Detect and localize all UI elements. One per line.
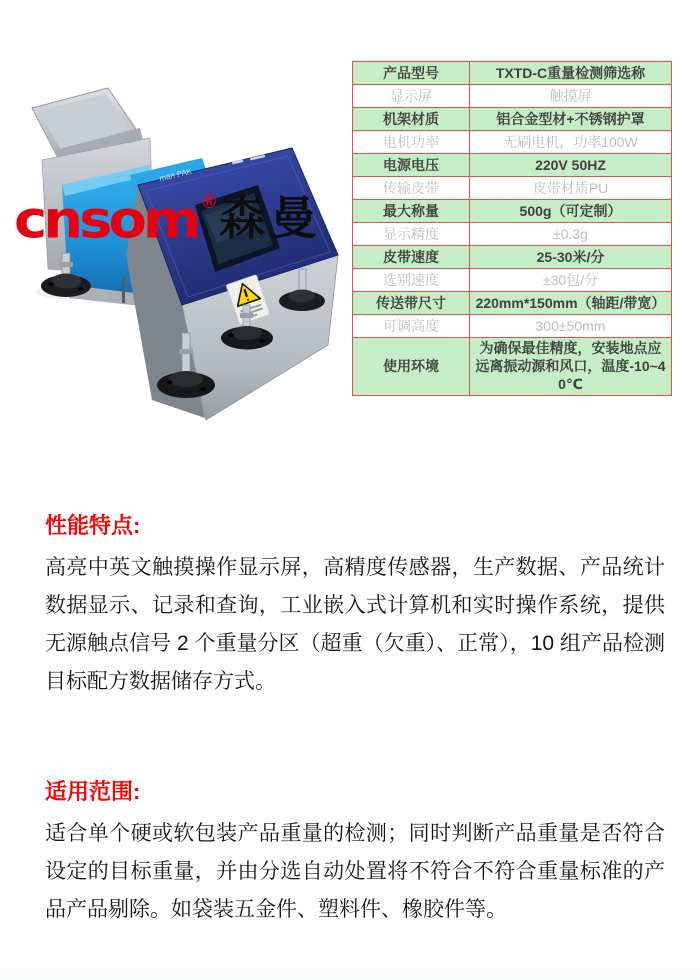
spec-row bbox=[353, 292, 672, 315]
spec-row bbox=[353, 338, 672, 396]
spec-value: ±0.3g bbox=[470, 223, 672, 246]
spec-row bbox=[353, 85, 672, 108]
spec-row bbox=[353, 246, 672, 269]
spec-label: 电机功率 bbox=[353, 131, 470, 154]
spec-value: 皮带材质PU bbox=[470, 177, 672, 200]
spec-label: 显示精度 bbox=[353, 223, 470, 246]
spec-value: 铝合金型材+不锈钢护罩 bbox=[470, 108, 672, 131]
spec-label: 电源电压 bbox=[353, 154, 470, 177]
spec-label: 机架材质 bbox=[353, 108, 470, 131]
spec-label: 最大称量 bbox=[353, 200, 470, 223]
spec-label: 显示屏 bbox=[353, 85, 470, 108]
features-section bbox=[45, 512, 665, 701]
spec-row bbox=[353, 154, 672, 177]
panel-brand-text: man PAK bbox=[158, 166, 193, 183]
scope-body: 适合单个硬或软包装产品重量的检测；同时判断产品重量是否符合设定的目标重量，并由分选自动处置将不符合不符合重量标准的产品产品剔除。如袋装五金件、塑料件、橡胶件等。 bbox=[45, 821, 665, 921]
spec-row bbox=[353, 200, 672, 223]
spec-value: 为确保最佳精度，安装地点应远离振动源和风口，温度-10~40℃ bbox=[470, 338, 672, 396]
spec-value: 300±50mm bbox=[470, 315, 672, 338]
spec-value: 220V 50HZ bbox=[470, 154, 672, 177]
spec-label: 产品型号 bbox=[353, 62, 470, 85]
spec-label: 使用环境 bbox=[353, 338, 470, 396]
brand-logo-text: cnsom bbox=[14, 190, 198, 251]
spec-row bbox=[353, 108, 672, 131]
scope-title: 适用范围: bbox=[45, 779, 141, 804]
spec-label: 选别速度 bbox=[353, 269, 470, 292]
brand-logo-chinese: 森曼 bbox=[219, 192, 322, 244]
spec-label: 皮带速度 bbox=[353, 246, 470, 269]
brand-logo bbox=[14, 190, 322, 251]
spec-row bbox=[353, 315, 672, 338]
spec-label: 传送带尺寸 bbox=[353, 292, 470, 315]
spec-row bbox=[353, 131, 672, 154]
features-title: 性能特点: bbox=[45, 513, 141, 538]
spec-label: 可调高度 bbox=[353, 315, 470, 338]
registered-mark-icon: ® bbox=[202, 192, 217, 213]
spec-row bbox=[353, 269, 672, 292]
spec-value: TXTD-C重量检测筛选称 bbox=[470, 62, 672, 85]
spec-value: 500g（可定制） bbox=[470, 200, 672, 223]
checkweigher-illustration bbox=[10, 55, 350, 465]
page-bottom-edge bbox=[0, 968, 700, 980]
spec-table bbox=[352, 61, 672, 396]
scope-section bbox=[45, 778, 665, 929]
spec-value: 无刷电机，功率100W bbox=[470, 131, 672, 154]
spec-table-body bbox=[353, 62, 672, 396]
spec-row bbox=[353, 223, 672, 246]
spec-label: 传输皮带 bbox=[353, 177, 470, 200]
spec-value: 220mm*150mm（轴距/带宽） bbox=[470, 292, 672, 315]
spec-value: 触摸屏 bbox=[470, 85, 672, 108]
features-body: 高亮中英文触摸操作显示屏，高精度传感器，生产数据、产品统计数据显示、记录和查询，工业嵌入式计算机和实时操作系统，提供无源触点信号 2 个重量分区（超重（欠重）、正常），10 组产品检测目标配方数据储存方式。 bbox=[45, 555, 665, 693]
spec-value: 25-30米/分 bbox=[470, 246, 672, 269]
product-photo bbox=[10, 55, 350, 465]
spec-value: ±30包/分 bbox=[470, 269, 672, 292]
spec-row bbox=[353, 62, 672, 85]
spec-row bbox=[353, 177, 672, 200]
